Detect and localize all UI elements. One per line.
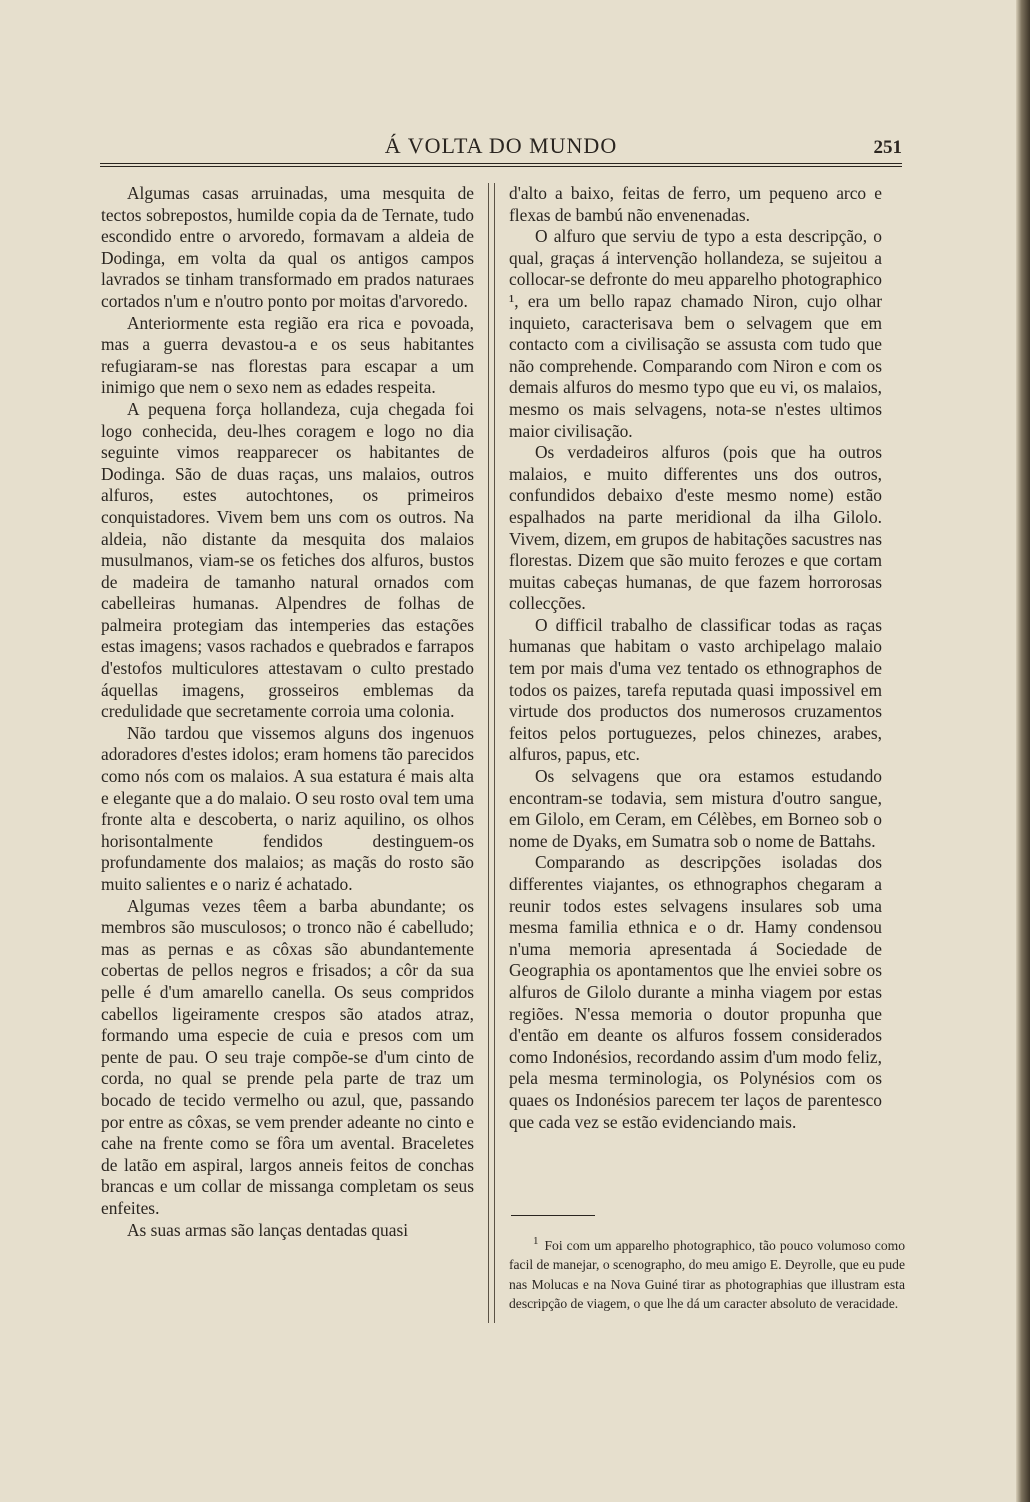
header-rule-bottom	[100, 166, 902, 167]
paragraph: O difficil trabalho de classificar todas as raças humanas que habitam o vasto archipelago malaio tem por mais d'uma vez tentado os ethnographos de todos os paizes, tarefa reputada quasi impossivel em virtude dos productos dos numerosos cruzamentos feitos pelos portuguezes, pelos chinezes, arabes, alfuros, papus, etc.	[509, 614, 882, 765]
paragraph: Comparando as descripções isoladas dos differentes viajantes, os ethnographos chegaram a reunir todos estes selvagens insulares sob uma mesma familia ethnica e o dr. Hamy condensou n'uma memoria apresentada á Sociedade de Geographia os apontamentos que lhe enviei sobre os alfuros de Gilolo durante a minha viagem por estas regiões. N'essa memoria o doutor propunha que d'então em deante os alfuros fossem considerados como Indonésios, recordando assim d'um modo feliz, pela mesma terminologia, os Polynésios com os quaes os Indonésios parecem ter laços de parentesco que cada vez se estão evidenciando mais.	[509, 852, 882, 1132]
paragraph: d'alto a baixo, feitas de ferro, um pequeno arco e flexas de bambú não envenenadas.	[509, 183, 882, 225]
paragraph: Os verdadeiros alfuros (pois que ha outros malaios, e muito differentes uns dos outros, confundidos debaixo d'este mesmo nome) estão espalhados na parte meridional da ilha Gilolo. Vivem, dizem, em grupos de habitações sacustres nas florestas. Dizem que são muito ferozes e que cortam muitas cabeças humanas, de que fazem horrorosas collecções.	[509, 442, 882, 614]
footnote-marker: 1	[533, 1235, 539, 1248]
footnote-text: Foi com um apparelho photographico, tão pouco volumoso como facil de manejar, o scenographo, do meu amigo E. Deyrolle, que eu pude nas Molucas e na Nova Guiné tirar as photographias que illustram esta descripção de viagem, o que lhe dá um caracter absoluto de veracidade.	[509, 1238, 905, 1312]
paragraph: Não tardou que vissemos alguns dos ingenuos adoradores d'estes idolos; eram homens tão parecidos como nós com os malaios. A sua estatura é mais alta e elegante que a do malaio. O seu rosto oval tem uma fronte alta e descoberta, o nariz aquilino, os olhos horisontalmente fendidos destinguem-os profundamente dos malaios; as maçãs do rosto são muito salientes e o nariz é achatado.	[101, 722, 474, 894]
page-edge-shadow	[1016, 0, 1030, 1502]
footnote	[509, 1236, 905, 1314]
header-title: Á VOLTA DO MUNDO	[384, 133, 618, 158]
column-divider	[488, 183, 495, 1323]
footnote-rule	[511, 1215, 595, 1216]
paragraph: Os selvagens que ora estamos estudando encontram-se todavia, sem mistura d'outro sangue, em Gilolo, em Ceram, em Célèbes, em Borneo sob o nome de Dyaks, em Sumatra sob o nome de Battahs.	[509, 766, 882, 851]
running-header	[100, 133, 902, 163]
paragraph: Algumas vezes têem a barba abundante; os membros são musculosos; o tronco não é cabelludo; mas as pernas e as côxas são abundantemente cobertas de pellos negros e frisados; a côr da sua pelle é d'um amarello canella. Os seus compridos cabellos ligeiramente crespos são atados atraz, formando uma especie de cuia e presos com um pente de pau. O seu traje compõe-se d'um cinto de corda, no qual se prende pela parte de traz um bocado de tecido vermelho ou azul, que, passando por entre as côxas, se vem prender adeante no cinto e cahe na frente como se fôra um avental. Braceletes de latão em aspiral, largos anneis feitos de conchas brancas e um collar de missanga completam os seus enfeites.	[101, 895, 474, 1218]
paragraph: Algumas casas arruinadas, uma mesquita de tectos sobrepostos, humilde copia da de Ternate, tudo escondido entre o arvoredo, formavam a aldeia de Dodinga, em volta da qual os antigos campos lavrados se tinham transformado em prados naturaes cortados n'um e n'outro ponto por moitas d'arvoredo.	[101, 183, 474, 311]
header-rule-top	[100, 163, 902, 164]
paragraph: Anteriormente esta região era rica e povoada, mas a guerra devastou-a e os seus habitantes refugiaram-se nas florestas para escapar a um inimigo que nem o sexo nem as edades respeita.	[101, 312, 474, 398]
paragraph: A pequena força hollandeza, cuja chegada foi logo conhecida, deu-lhes coragem e logo no dia seguinte vimos reapparecer os habitantes de Dodinga. São de duas raças, uns malaios, outros alfuros, estes autochtones, os primeiros conquistadores. Vivem bem uns com os outros. Na aldeia, não distante da mesquita dos malaios musulmanos, viam-se os fetiches dos alfuros, bustos de madeira de tamanho natural ornados com cabelleiras humanas. Alpendres de folhas de palmeira protegiam das intemperies das estações estas imagens; vasos rachados e quebrados e farrapos d'estofos multiculores attestavam o culto prestado áquellas imagens, grosseiros emblemas da credulidade que secretamente corroia uma colonia.	[101, 398, 474, 722]
paragraph: O alfuro que serviu de typo a esta descripção, o qual, graças á intervenção hollandeza, se sujeitou a collocar-se defronte do meu apparelho photographico ¹, era um bello rapaz chamado Niron, cujo olhar inquieto, caracterisava bem o selvagem que em contacto com a civilisação se assusta com tudo que não comprehende. Comparando com Niron e com os demais alfuros do mesmo typo que eu vi, os malaios, mesmo os mais selvagens, nota-se n'estes ultimos maior civilisação.	[509, 226, 882, 441]
left-column	[101, 183, 474, 1241]
paragraph: As suas armas são lanças dentadas quasi	[127, 1219, 409, 1240]
page-number: 251	[873, 137, 902, 158]
right-column	[509, 183, 882, 1133]
